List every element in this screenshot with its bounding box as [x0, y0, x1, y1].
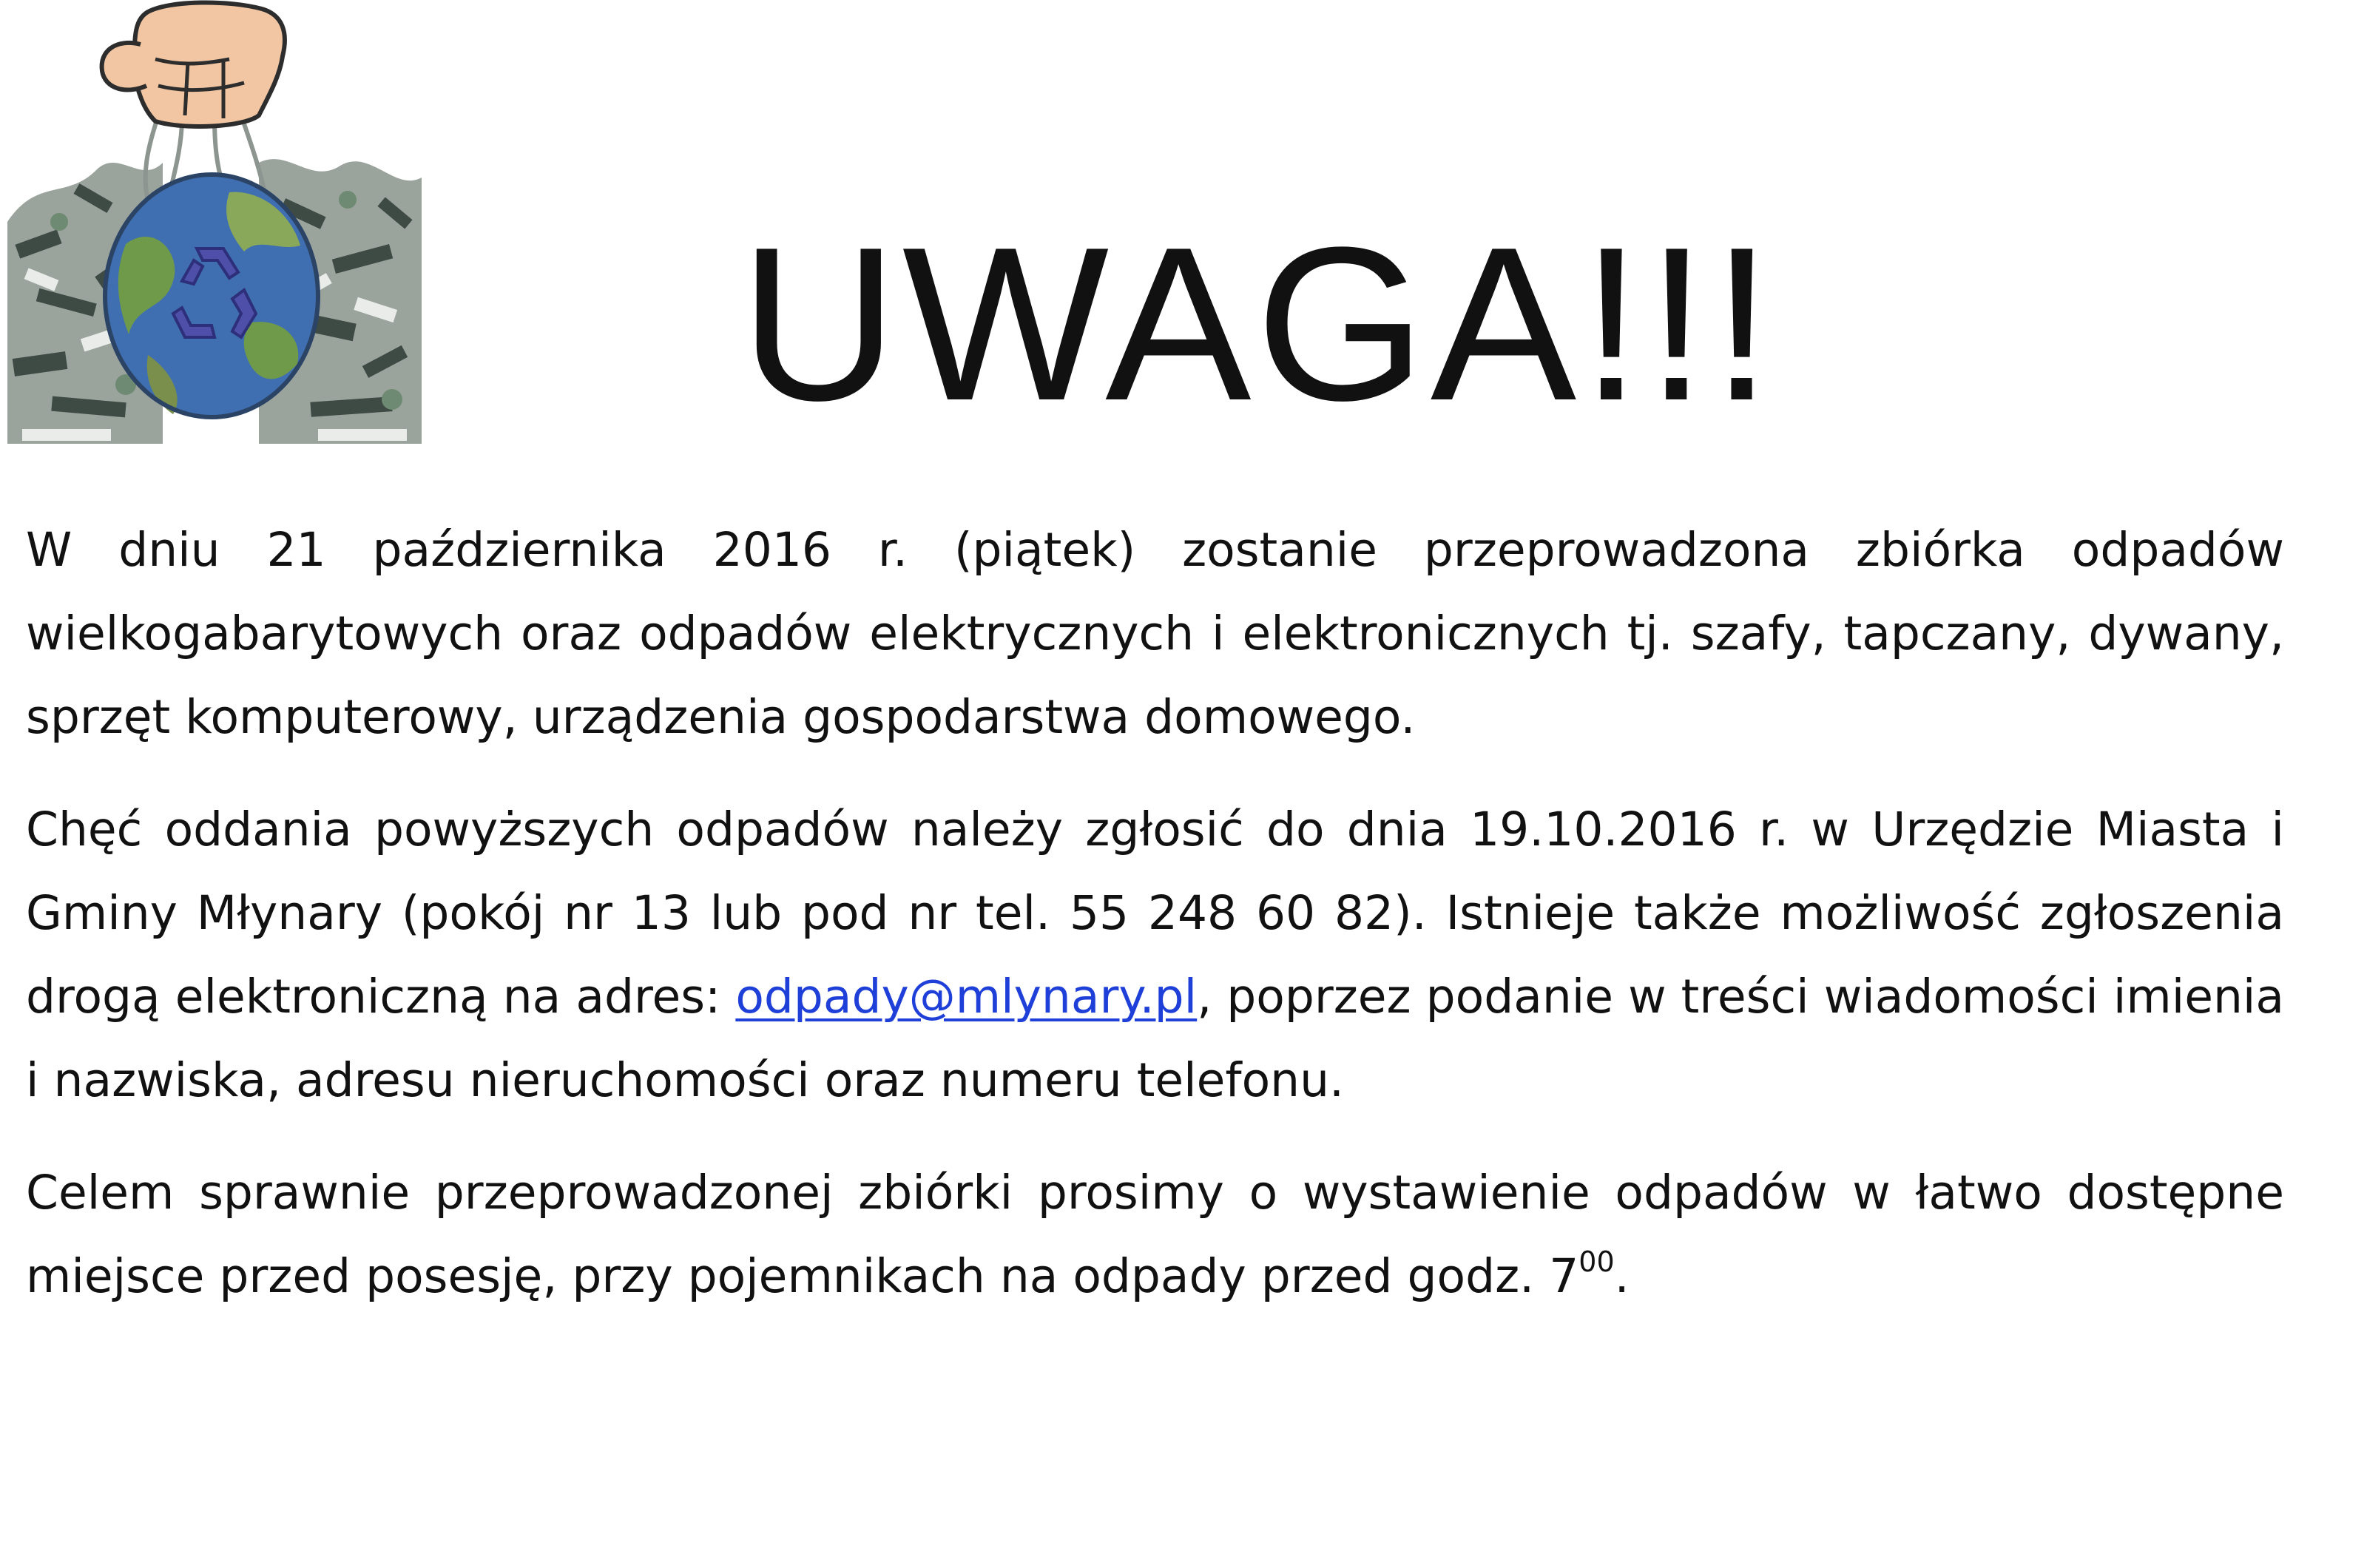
- registration-text-end: , poprzez podanie w treści wiadomości imienia i nazwiska, adresu nieruchomości oraz numeru telefonu.: [26, 970, 2284, 1107]
- page-title: UWAGA!!!: [740, 201, 1777, 446]
- registration-text: Chęć oddania powyższych odpadów należy zgłosić do dnia 19.10.2016 r. w Urzędzie Miasta i Gminy Młynary (pokój nr 13 lub pod nr tel. 55 248 60 82). Istnieje także możliwość zgłoszenia drogą elektroniczną na adres:: [26, 802, 2284, 1024]
- instructions-end: .: [1614, 1249, 1630, 1303]
- email-link[interactable]: odpady@mlynary.pl: [735, 970, 1198, 1024]
- notice-body: [26, 508, 2284, 1318]
- hand-icon: [102, 2, 285, 126]
- time-minutes-superscript: 00: [1578, 1246, 1615, 1278]
- paragraph-instructions: [26, 1151, 2284, 1318]
- instructions-text: Celem sprawnie przeprowadzonej zbiórki prosimy o wystawienie odpadów w łatwo dostępne miejsce przed posesję, przy pojemnikach na odpady przed godz. 7: [26, 1166, 2284, 1303]
- paragraph-registration: [26, 788, 2284, 1122]
- paragraph-collection-date: W dniu 21 października 2016 r. (piątek) zostanie przeprowadzona zbiórka odpadów wielkogabarytowych oraz odpadów elektrycznych i elektronicznych tj. szafy, tapczany, dywany, sprzęt komputerowy, urządzenia gospodarstwa domowego.: [26, 523, 2284, 744]
